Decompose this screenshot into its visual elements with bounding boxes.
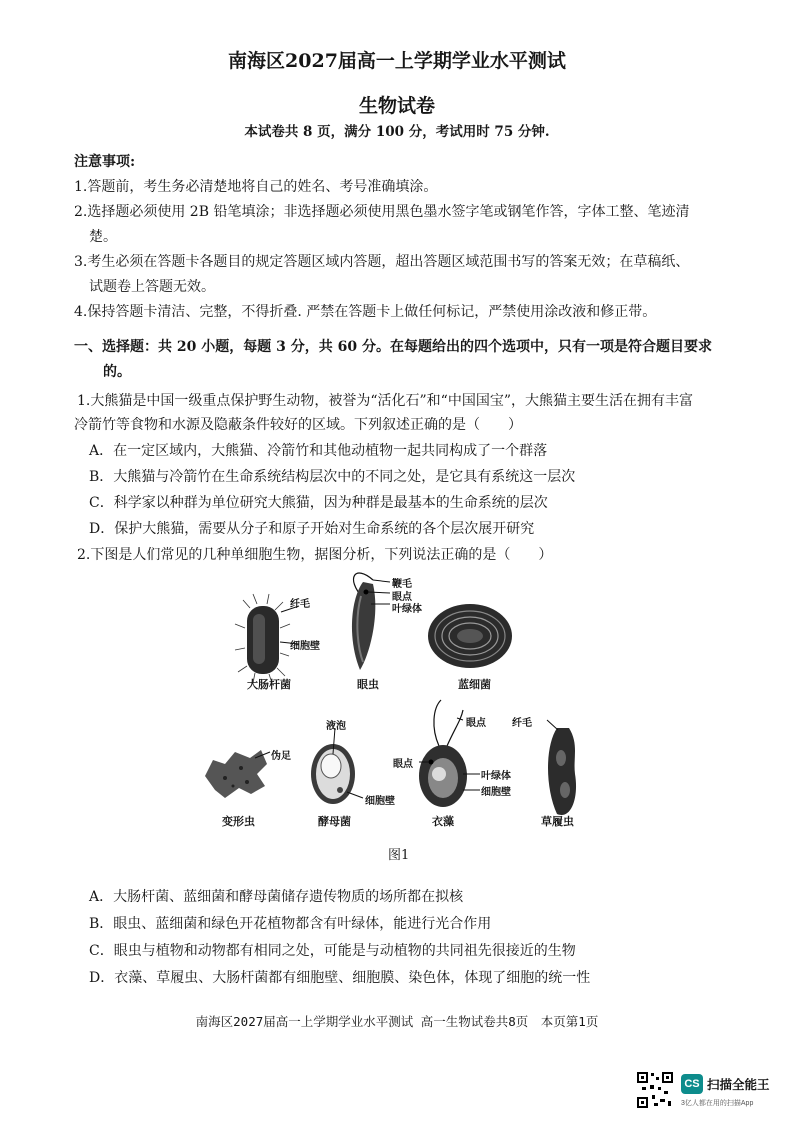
caption-chlamydomonas: 衣藻 bbox=[432, 815, 454, 828]
scanner-app-name: 扫描全能王 bbox=[707, 1078, 770, 1092]
caption-euglena: 眼虫 bbox=[357, 678, 379, 691]
label-euglena-flagellum: 鞭毛 bbox=[392, 579, 412, 590]
section-heading-cont: 的。 bbox=[103, 364, 131, 380]
exam-meta: 本试卷共 8 页，满分 100 分，考试用时 75 分钟. bbox=[244, 124, 550, 140]
scanner-tagline: 3亿人都在用的扫描App bbox=[681, 1100, 754, 1107]
yeast-illustration bbox=[311, 728, 363, 804]
label-amoeba-pseudopod: 伪足 bbox=[271, 751, 291, 762]
euglena-illustration bbox=[352, 573, 390, 670]
label-chlamy-cell-wall: 细胞壁 bbox=[481, 787, 511, 798]
label-paramecium-cilia: 纤毛 bbox=[512, 718, 532, 729]
q1-stem-cont: 冷箭竹等食物和水源及隐蔽条件较好的区域。下列叙述正确的是（ ） bbox=[74, 417, 522, 433]
label-euglena-eyespot: 眼点 bbox=[392, 592, 412, 603]
q2-option-c: C．眼虫与植物和动物都有相同之处，可能是与动植物的共同祖先很接近的生物 bbox=[89, 943, 576, 959]
label-ecoli-cell-wall: 细胞壁 bbox=[290, 641, 320, 652]
exam-subtitle: 生物试卷 bbox=[358, 95, 435, 117]
q2-option-a: A．大肠杆菌、蓝细菌和酵母菌储存遗传物质的场所都在拟核 bbox=[89, 889, 464, 905]
label-yeast-cell-wall: 细胞壁 bbox=[365, 796, 395, 807]
q1-option-d: D．保护大熊猫，需要从分子和原子开始对生命系统的各个层次展开研究 bbox=[89, 521, 535, 537]
caption-amoeba: 变形虫 bbox=[222, 815, 255, 828]
paramecium-illustration bbox=[547, 720, 576, 815]
notice-item: 楚。 bbox=[89, 229, 117, 245]
figure-caption: 图1 bbox=[388, 848, 410, 863]
q1-option-a: A．在一定区域内，大熊猫、冷箭竹和其他动植物一起共同构成了一个群落 bbox=[89, 443, 548, 459]
notice-heading: 注意事项: bbox=[74, 154, 136, 170]
notice-item: 3.考生必须在答题卡各题目的规定答题区域内答题，超出答题区域范围书写的答案无效；在草稿纸、 bbox=[74, 254, 690, 270]
cyanobacteria-illustration bbox=[428, 604, 512, 668]
notice-item: 1.答题前，考生务必清楚地将自己的姓名、考号准确填涂。 bbox=[74, 179, 438, 195]
exam-title: 南海区2027届高一上学期学业水平测试 bbox=[228, 50, 566, 72]
amoeba-illustration bbox=[205, 750, 270, 798]
caption-yeast: 酵母菌 bbox=[318, 815, 351, 828]
section-heading: 一、选择题：共 20 小题，每题 3 分，共 60 分。在每题给出的四个选项中，只有一项是符合题目要求 bbox=[74, 339, 712, 355]
page-footer: 南海区2027届高一上学期学业水平测试 高一生物试卷共8页 本页第1页 bbox=[195, 1014, 599, 1029]
label-ecoli-fimbriae: 纤毛 bbox=[290, 599, 310, 610]
label-chlamy-eyespot-top: 眼点 bbox=[466, 718, 486, 729]
label-chlamy-chloroplast: 叶绿体 bbox=[481, 771, 511, 782]
q1-option-c: C．科学家以种群为单位研究大熊猫，因为种群是最基本的生命系统的层次 bbox=[89, 495, 548, 511]
notice-item: 试题卷上答题无效。 bbox=[89, 279, 215, 295]
q2-option-b: B．眼虫、蓝细菌和绿色开花植物都含有叶绿体，能进行光合作用 bbox=[89, 916, 492, 932]
caption-ecoli: 大肠杆菌 bbox=[247, 678, 291, 691]
label-yeast-vacuole: 液泡 bbox=[326, 721, 346, 732]
caption-paramecium: 草履虫 bbox=[541, 815, 574, 828]
q1-stem: 1.大熊猫是中国一级重点保护野生动物，被誉为“活化石”和“中国国宝”，大熊猫主要生活在拥有丰富 bbox=[77, 393, 693, 409]
q2-stem: 2.下图是人们常见的几种单细胞生物，据图分析，下列说法正确的是（ ） bbox=[77, 547, 553, 563]
q1-option-b: B．大熊猫与冷箭竹在生命系统结构层次中的不同之处，是它具有系统这一层次 bbox=[89, 469, 576, 485]
qr-code-icon bbox=[636, 1071, 674, 1109]
label-chlamy-eyespot-left: 眼点 bbox=[393, 759, 413, 770]
q2-option-d: D．衣藻、草履虫、大肠杆菌都有细胞壁、细胞膜、染色体，体现了细胞的统一性 bbox=[89, 970, 591, 986]
notice-item: 2.选择题必须使用 2B 铅笔填涂；非选择题必须使用黑色墨水签字笔或钢笔作答，字体工整、笔迹清 bbox=[74, 204, 690, 220]
notice-item: 4.保持答题卡清洁、完整，不得折叠. 严禁在答题卡上做任何标记，严禁使用涂改液和修正带。 bbox=[74, 304, 657, 320]
label-euglena-chloroplast: 叶绿体 bbox=[392, 604, 422, 615]
caption-cyanobacteria: 蓝细菌 bbox=[458, 678, 491, 691]
camscanner-logo: CS bbox=[681, 1074, 703, 1094]
